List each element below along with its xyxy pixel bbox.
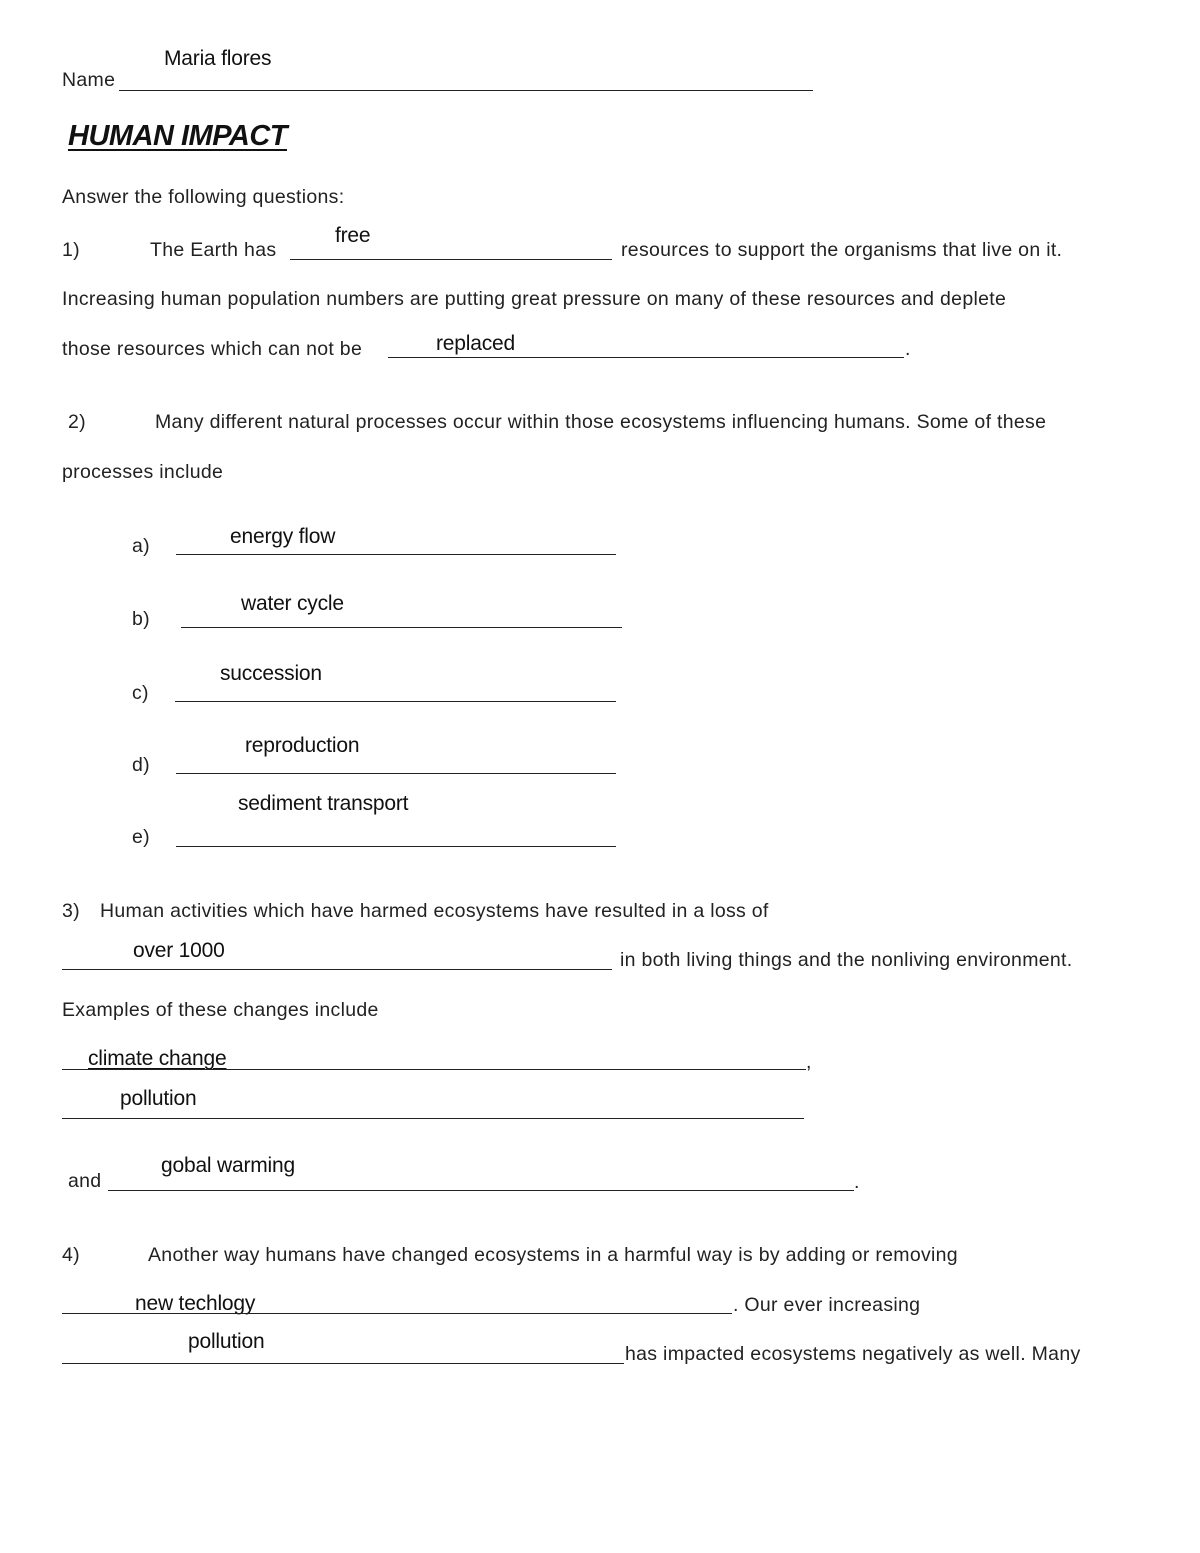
q4-number: 4)	[62, 1244, 80, 1266]
q3-and-label: and	[68, 1170, 102, 1192]
q2-item-letter: d)	[132, 754, 150, 776]
q3-example-3[interactable]: gobal warming	[161, 1154, 295, 1177]
q3-line-3: Examples of these changes include	[62, 999, 379, 1021]
q1-blank-1	[290, 259, 612, 260]
q4-line-1: Another way humans have changed ecosystems in a harmful way is by adding or removing	[148, 1244, 958, 1266]
q3-comma: ,	[806, 1051, 812, 1073]
q4-blank-1	[62, 1313, 732, 1314]
worksheet-title: HUMAN IMPACT	[68, 120, 287, 152]
q1-number: 1)	[62, 239, 80, 261]
q2-item-answer[interactable]: energy flow	[230, 525, 336, 548]
q1-line-3: those resources which can not be	[62, 338, 363, 360]
q3-answer-1[interactable]: over 1000	[133, 939, 225, 962]
q2-item-letter: b)	[132, 608, 150, 630]
q2-item-answer[interactable]: sediment transport	[238, 792, 409, 815]
q3-end: .	[854, 1171, 860, 1193]
q2-item-answer[interactable]: water cycle	[241, 592, 344, 615]
q1-answer-1[interactable]: free	[335, 224, 371, 247]
q3-number: 3)	[62, 900, 80, 922]
q3-blank-1	[62, 969, 612, 970]
q3-example-1-blank	[62, 1069, 806, 1070]
q4-answer-2[interactable]: pollution	[188, 1330, 265, 1353]
q2-item-blank	[176, 846, 616, 847]
q2-item-blank	[176, 554, 616, 555]
q1-line-2: Increasing human population numbers are putting great pressure on many of these resources and deplete	[62, 288, 1007, 310]
q2-item-answer[interactable]: reproduction	[245, 734, 360, 757]
q2-number: 2)	[68, 411, 86, 433]
q1-blank-2	[388, 357, 904, 358]
q3-example-3-blank	[108, 1190, 854, 1191]
name-blank-line	[119, 90, 813, 91]
q3-line-1: Human activities which have harmed ecosystems have resulted in a loss of	[100, 900, 769, 922]
q1-end: .	[905, 338, 911, 360]
q2-item-blank	[176, 773, 616, 774]
q1-text-after: resources to support the organisms that live on it.	[621, 239, 1063, 261]
q3-example-2-blank	[62, 1118, 804, 1119]
q4-text-after-1: . Our ever increasing	[733, 1294, 921, 1316]
q3-text-after: in both living things and the nonliving environment.	[620, 949, 1073, 971]
q2-item-letter: e)	[132, 826, 150, 848]
q2-item-letter: a)	[132, 535, 150, 557]
q2-item-letter: c)	[132, 682, 149, 704]
q3-example-2[interactable]: pollution	[120, 1087, 197, 1110]
q2-item-answer[interactable]: succession	[220, 662, 322, 685]
q1-text-before: The Earth has	[150, 239, 277, 261]
q2-line-2: processes include	[62, 461, 224, 483]
q2-item-blank	[175, 701, 616, 702]
q1-answer-2[interactable]: replaced	[436, 332, 515, 355]
q4-answer-1[interactable]: new techlogy	[135, 1292, 256, 1315]
q2-line-1: Many different natural processes occur within those ecosystems influencing humans. Some of these	[155, 411, 1047, 433]
q3-example-1[interactable]: climate change	[88, 1047, 227, 1070]
student-name-answer[interactable]: Maria flores	[164, 47, 272, 70]
name-label: Name	[62, 69, 116, 91]
q2-item-blank	[181, 627, 622, 628]
instructions: Answer the following questions:	[62, 186, 345, 208]
q4-text-after-2: has impacted ecosystems negatively as well. Many	[625, 1343, 1081, 1365]
q4-blank-2	[62, 1363, 624, 1364]
